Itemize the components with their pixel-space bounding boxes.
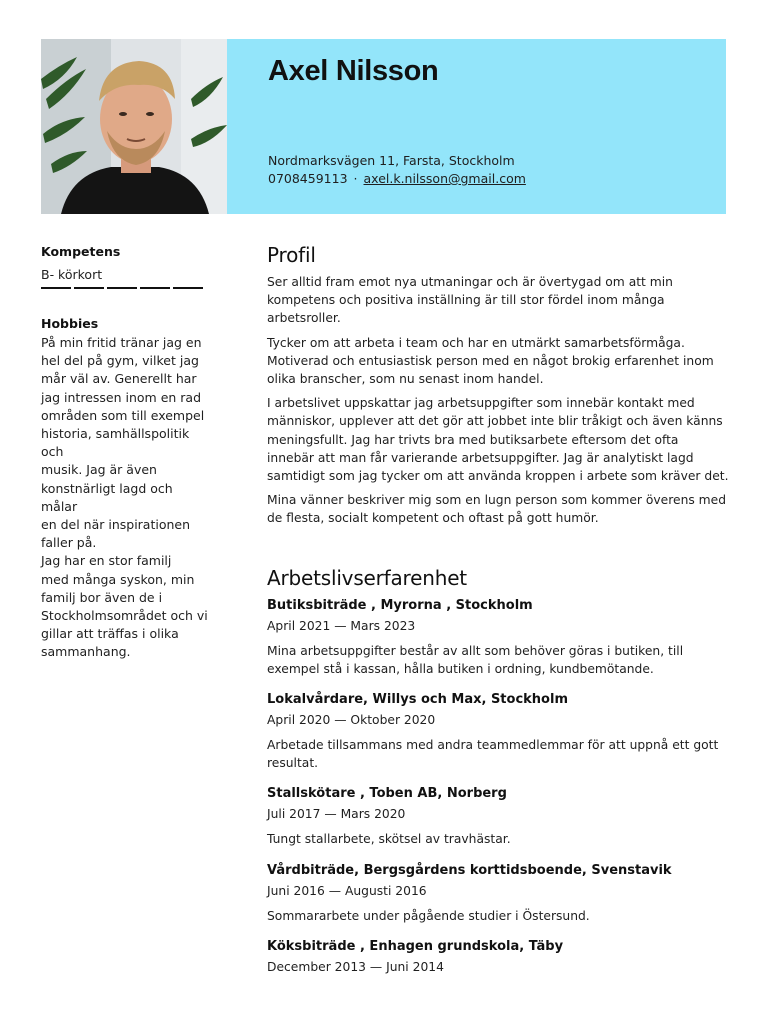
job-entry <box>267 863 729 925</box>
job-entry <box>267 786 729 848</box>
profile-paragraph: Ser alltid fram emot nya utmaningar och är övertygad om att min kompetens och positiva inställning är till stor fördel inom många arbetsroller. <box>267 275 673 326</box>
job-dates: April 2021 — Mars 2023 <box>267 618 416 633</box>
profile-photo <box>41 39 227 214</box>
job-title: Vårdbiträde, Bergsgårdens korttidsboende, Svenstavik <box>267 862 672 878</box>
skill-label: B- körkort <box>41 267 103 282</box>
skill-item <box>41 267 209 289</box>
email-link[interactable]: axel.k.nilsson@gmail.com <box>363 171 526 186</box>
job-dates: Juli 2017 — Mars 2020 <box>267 807 406 822</box>
contact-info <box>268 152 526 188</box>
job-title: Köksbiträde , Enhagen grundskola, Täby <box>267 938 564 954</box>
profile-paragraph: I arbetslivet uppskattar jag arbetsuppgifter som innebär kontakt med människor, upplever att det gör att jobbet inte blir tråkigt och även känns meningsfullt. Jag har trivts bra med butiksarbete eftersom det ofta innebär att man får varierande arbetsuppgifter. Jag är analytiskt lagd samtidigt som jag tycker om att använda kroppen i arbete som kräver det. <box>267 396 729 484</box>
portrait-image <box>41 39 227 214</box>
profile-heading: Profil <box>267 243 316 267</box>
job-description: Sommararbete under pågående studier i Östersund. <box>267 908 590 923</box>
skill-level-segment <box>107 287 137 289</box>
experience-heading: Arbetslivserfarenhet <box>267 565 467 590</box>
candidate-name: Axel Nilsson <box>268 55 439 87</box>
job-title: Stallskötare , Toben AB, Norberg <box>267 786 507 802</box>
job-title: Butiksbiträde , Myrorna , Stockholm <box>267 597 533 613</box>
skill-level-segment <box>41 287 71 289</box>
skill-level-segment <box>140 287 170 289</box>
job-description: Arbetade tillsammans med andra teammedlemmar för att uppnå ett gott resultat. <box>267 738 719 771</box>
main-content <box>267 243 729 974</box>
profile-paragraph: Mina vänner beskriver mig som en lugn person som kommer överens med de flesta, socialt kompetent och oftast på gott humör. <box>267 493 727 526</box>
job-entry <box>267 598 729 678</box>
skill-level-bar <box>41 287 209 289</box>
job-dates: December 2013 — Juni 2014 <box>267 959 444 974</box>
profile-paragraph: Tycker om att arbeta i team och har en utmärkt samarbetsförmåga. Motiverad och entusiastisk person med en något brokig erfarenhet inom olika branscher, som nu senast inom handel. <box>267 335 714 387</box>
skills-heading: Kompetens <box>41 244 121 259</box>
job-entry <box>267 692 729 772</box>
job-title: Lokalvårdare, Willys och Max, Stockholm <box>267 692 568 708</box>
sidebar <box>41 244 209 662</box>
job-dates: April 2020 — Oktober 2020 <box>267 713 436 728</box>
skill-level-segment <box>74 287 104 289</box>
phone-number: 0708459113 <box>268 171 348 186</box>
job-description: Mina arbetsuppgifter består av allt som behöver göras i butiken, till exempel stå i kassan, hålla butiken i ordning, kundbemötande. <box>267 643 684 676</box>
address: Nordmarksvägen 11, Farsta, Stockholm <box>268 153 515 168</box>
contact-separator: · <box>353 171 358 186</box>
contact-line <box>268 170 526 188</box>
header-band <box>227 39 726 214</box>
skill-level-segment <box>173 287 203 289</box>
hobbies-text: På min fritid tränar jag en hel del på gym, vilket jag mår väl av. Generellt har jag intressen inom en rad områden som till exempel historia, samhällspolitik och musik. Jag är även konstnärligt lagd och målar en del när inspirationen faller på. Jag har en stor familj med många syskon, min familj bor även de i Stockholmsområdet och vi gillar att träffas i olika sammanhang. <box>41 335 208 660</box>
job-entry <box>267 939 729 974</box>
job-description: Tungt stallarbete, skötsel av travhästar. <box>267 832 511 847</box>
hobbies-heading: Hobbies <box>41 316 99 331</box>
job-dates: Juni 2016 — Augusti 2016 <box>267 883 427 898</box>
